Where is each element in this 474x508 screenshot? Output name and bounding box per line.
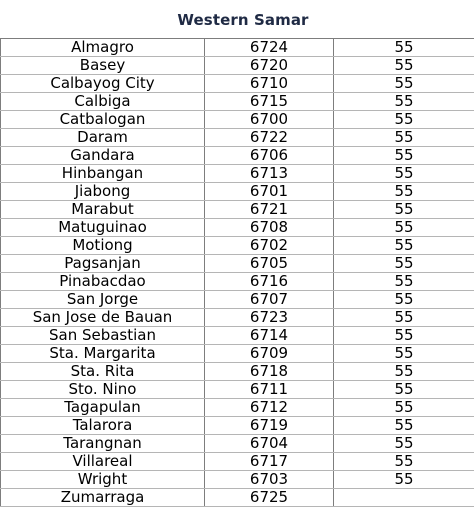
- area-code-cell: 55: [334, 453, 474, 471]
- area-code-cell: 55: [334, 183, 474, 201]
- table-row: [1, 219, 474, 237]
- zip-code-cell: 6724: [205, 39, 334, 57]
- town-cell: Sto. Nino: [1, 381, 205, 399]
- area-code-cell: 55: [334, 75, 474, 93]
- zip-code-cell: 6713: [205, 165, 334, 183]
- town-cell: Tarangnan: [1, 435, 205, 453]
- zip-code-cell: 6718: [205, 363, 334, 381]
- town-cell: Basey: [1, 57, 205, 75]
- table-row: [1, 39, 474, 57]
- table-row: [1, 93, 474, 111]
- town-cell: Hinbangan: [1, 165, 205, 183]
- table-row: [1, 147, 474, 165]
- zip-code-cell: 6717: [205, 453, 334, 471]
- area-code-cell: 55: [334, 111, 474, 129]
- table-row: [1, 237, 474, 255]
- table-row: [1, 75, 474, 93]
- town-cell: Pagsanjan: [1, 255, 205, 273]
- zip-code-cell: 6716: [205, 273, 334, 291]
- area-code-cell: 55: [334, 399, 474, 417]
- town-cell: Zumarraga: [1, 489, 205, 507]
- table-row: [1, 129, 474, 147]
- table-row: [1, 435, 474, 453]
- town-cell: Tagapulan: [1, 399, 205, 417]
- zip-code-cell: 6705: [205, 255, 334, 273]
- table-row: [1, 165, 474, 183]
- town-cell: Pinabacdao: [1, 273, 205, 291]
- town-cell: Villareal: [1, 453, 205, 471]
- area-code-cell: 55: [334, 147, 474, 165]
- table-row: [1, 327, 474, 345]
- area-code-cell: 55: [334, 273, 474, 291]
- table-row: [1, 471, 474, 489]
- town-cell: Daram: [1, 129, 205, 147]
- area-code-cell: 55: [334, 417, 474, 435]
- zip-code-cell: 6700: [205, 111, 334, 129]
- zip-code-cell: 6701: [205, 183, 334, 201]
- title-bar: [0, 0, 474, 38]
- town-cell: Gandara: [1, 147, 205, 165]
- zip-code-cell: 6712: [205, 399, 334, 417]
- area-code-cell: 55: [334, 237, 474, 255]
- area-code-cell: [334, 489, 474, 507]
- table-row: [1, 57, 474, 75]
- table-row: [1, 309, 474, 327]
- table-row: [1, 201, 474, 219]
- table-row: [1, 273, 474, 291]
- town-cell: Jiabong: [1, 183, 205, 201]
- table-body: [1, 39, 474, 507]
- zip-code-cell: 6706: [205, 147, 334, 165]
- area-code-cell: 55: [334, 129, 474, 147]
- town-cell: Calbayog City: [1, 75, 205, 93]
- town-cell: Wright: [1, 471, 205, 489]
- area-code-cell: 55: [334, 291, 474, 309]
- table-row: [1, 453, 474, 471]
- area-code-cell: 55: [334, 165, 474, 183]
- zip-code-cell: 6702: [205, 237, 334, 255]
- zip-code-cell: 6711: [205, 381, 334, 399]
- area-code-cell: 55: [334, 93, 474, 111]
- province-title: Western Samar: [177, 11, 309, 29]
- postal-code-table: [0, 39, 474, 507]
- area-code-cell: 55: [334, 363, 474, 381]
- zip-code-cell: 6722: [205, 129, 334, 147]
- town-cell: Marabut: [1, 201, 205, 219]
- zip-code-cell: 6719: [205, 417, 334, 435]
- zip-code-cell: 6708: [205, 219, 334, 237]
- zip-code-cell: 6704: [205, 435, 334, 453]
- zip-code-cell: 6709: [205, 345, 334, 363]
- zip-code-cell: 6715: [205, 93, 334, 111]
- zip-code-cell: 6723: [205, 309, 334, 327]
- town-cell: Matuguinao: [1, 219, 205, 237]
- town-cell: Talarora: [1, 417, 205, 435]
- town-cell: Sta. Margarita: [1, 345, 205, 363]
- area-code-cell: 55: [334, 381, 474, 399]
- area-code-cell: 55: [334, 471, 474, 489]
- zip-code-cell: 6710: [205, 75, 334, 93]
- table-row: [1, 417, 474, 435]
- table-row: [1, 255, 474, 273]
- zip-code-cell: 6703: [205, 471, 334, 489]
- area-code-cell: 55: [334, 57, 474, 75]
- table-row: [1, 345, 474, 363]
- town-cell: Motiong: [1, 237, 205, 255]
- town-cell: Almagro: [1, 39, 205, 57]
- table-row: [1, 489, 474, 507]
- table-row: [1, 363, 474, 381]
- town-cell: Catbalogan: [1, 111, 205, 129]
- town-cell: San Sebastian: [1, 327, 205, 345]
- zip-code-cell: 6714: [205, 327, 334, 345]
- area-code-cell: 55: [334, 39, 474, 57]
- zip-code-cell: 6725: [205, 489, 334, 507]
- area-code-cell: 55: [334, 345, 474, 363]
- area-code-cell: 55: [334, 309, 474, 327]
- area-code-cell: 55: [334, 219, 474, 237]
- town-cell: Calbiga: [1, 93, 205, 111]
- area-code-cell: 55: [334, 201, 474, 219]
- area-code-cell: 55: [334, 327, 474, 345]
- town-cell: Sta. Rita: [1, 363, 205, 381]
- zip-code-cell: 6707: [205, 291, 334, 309]
- table-row: [1, 381, 474, 399]
- table-row: [1, 291, 474, 309]
- table-row: [1, 111, 474, 129]
- area-code-cell: 55: [334, 435, 474, 453]
- zip-code-cell: 6720: [205, 57, 334, 75]
- town-cell: San Jose de Bauan: [1, 309, 205, 327]
- table-row: [1, 183, 474, 201]
- town-cell: San Jorge: [1, 291, 205, 309]
- zip-code-cell: 6721: [205, 201, 334, 219]
- area-code-cell: 55: [334, 255, 474, 273]
- table-row: [1, 399, 474, 417]
